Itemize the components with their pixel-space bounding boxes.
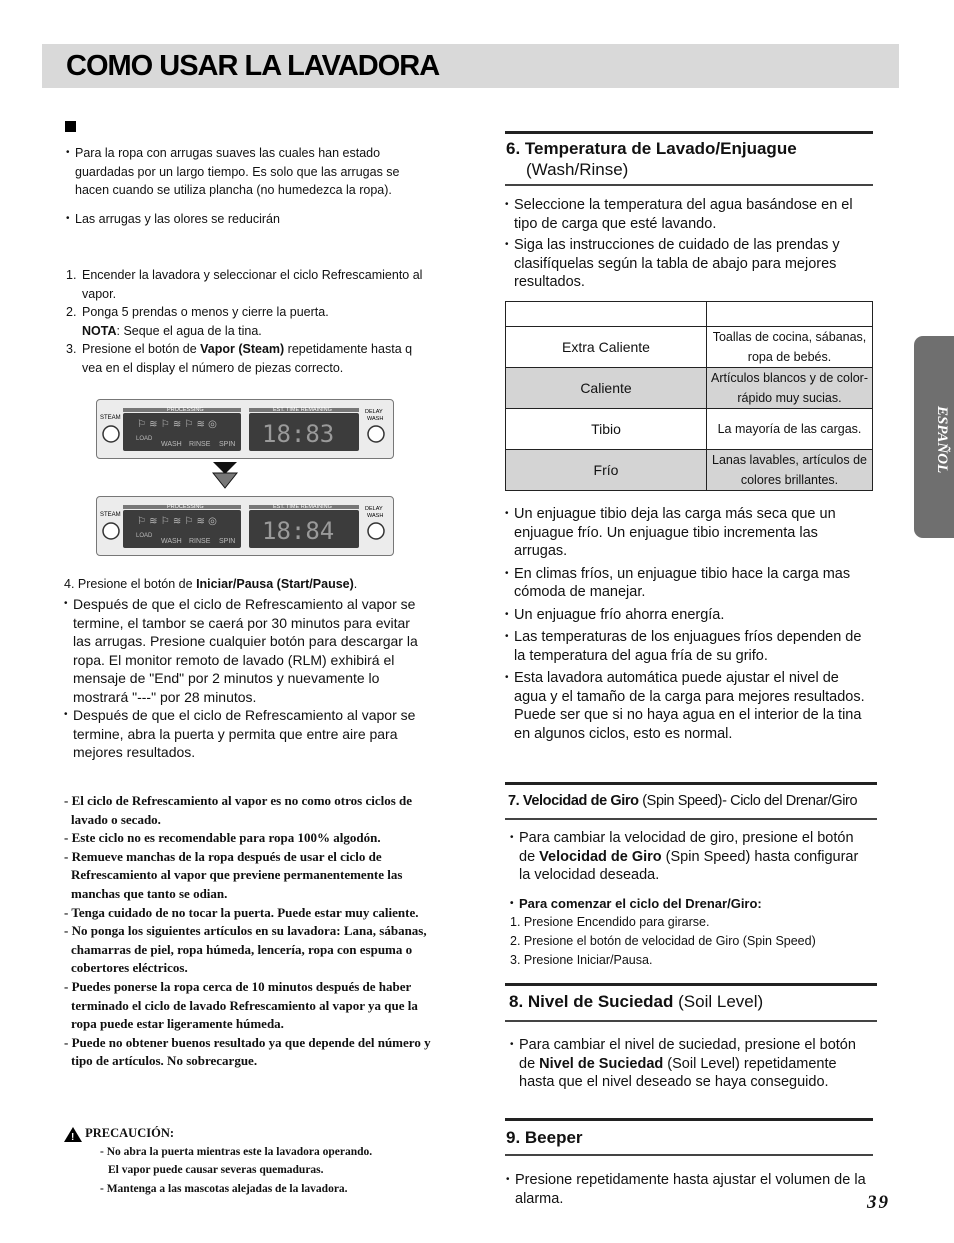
processing-label: PROCESSING bbox=[167, 407, 204, 413]
cycle-icons: ⚐ ≋ ⚐ ≋ ⚐ ≋ ◎ bbox=[137, 516, 217, 527]
table-header-row bbox=[506, 302, 873, 327]
sec9-bullet: • Presione repetidamente hasta ajustar el volumen de la alarma. bbox=[506, 1171, 868, 1208]
note-item: - Puedes ponerse la ropa cerca de 10 minutos después de haber terminado el ciclo de lavado Refrescamiento al vapor ya que la ropa puede estar ligeramente húmeda. bbox=[64, 978, 418, 1032]
section-7-body bbox=[510, 829, 872, 885]
section-7-title: 7. Velocidad de Giro (Spin Speed)- Ciclo del Drenar/Giro bbox=[508, 793, 858, 809]
section-rule bbox=[505, 1154, 873, 1156]
steam-button-icon bbox=[103, 426, 119, 442]
sec7-step: 2. Presione el botón de velocidad de Giro (Spin Speed) bbox=[510, 934, 816, 948]
note-item: - Remueve manchas de la ropa después de usar el ciclo de Refrescamiento al vapor que previene permanentemente las manchas que tanto se odian. bbox=[64, 848, 403, 901]
control-panel-graphic bbox=[97, 400, 393, 458]
use-cell: Toallas de cocina, sábanas, ropa de bebés. bbox=[707, 327, 873, 368]
caution-line: El vapor puede causar severas quemaduras. bbox=[108, 1164, 324, 1176]
page-number: 39 bbox=[867, 1192, 890, 1213]
delay-wash-button-icon bbox=[368, 426, 384, 442]
note-item: - Este ciclo no es recomendable para ropa 100% algodón. bbox=[64, 830, 381, 846]
time-readout: 18:84 bbox=[262, 517, 335, 545]
step-item: 1. Encender la lavadora y seleccionar el ciclo Refrescamiento al vapor. bbox=[66, 268, 423, 301]
nota-label: NOTA bbox=[82, 323, 117, 338]
intro-bullet: • Las arrugas y las olores se reducirán bbox=[66, 210, 411, 229]
step-item: 3. Presione el botón de Vapor (Steam) repetidamente hasta q vea en el display el número de piezas correcto. bbox=[66, 342, 413, 375]
wash-label: WASH bbox=[161, 441, 182, 448]
delay-label: DELAY bbox=[365, 506, 383, 512]
temp-cell: Caliente bbox=[506, 368, 707, 409]
section-rule bbox=[505, 818, 877, 820]
table-row bbox=[506, 368, 873, 409]
step4: 4. Presione el botón de Iniciar/Pausa (Start/Pause). bbox=[64, 577, 358, 591]
temp-cell: Tibio bbox=[506, 409, 707, 450]
sec6-bullet: • Seleccione la temperatura del agua basándose en el tipo de carga que esté lavando. bbox=[505, 196, 873, 233]
page-title: COMO USAR LA LAVADORA bbox=[66, 50, 440, 82]
processing-label: PROCESSING bbox=[167, 504, 204, 510]
use-cell: Artículos blancos y de color-rápido muy sucias. bbox=[707, 368, 873, 409]
control-panel-display bbox=[96, 399, 394, 459]
control-panel-graphic bbox=[97, 497, 393, 555]
down-arrow-icon bbox=[212, 461, 238, 494]
load-label: LOAD bbox=[136, 436, 153, 442]
caution-line: - No abra la puerta mientras este la lavadora operando. bbox=[100, 1145, 373, 1158]
steam-label: STEAM bbox=[100, 415, 121, 421]
rinse-label: RINSE bbox=[189, 538, 211, 545]
sec6-bullet: • Las temperaturas de los enjuagues fríos dependen de la temperatura del agua fría de su grifo. bbox=[505, 628, 873, 665]
sec6-bullet: • Siga las instrucciones de cuidado de las prendas y clasifíquelas según la tabla de abajo para mejores resultados. bbox=[505, 236, 873, 292]
warning-triangle-icon: ! bbox=[64, 1127, 82, 1142]
sec7-step: 1. Presione Encendido para girarse. bbox=[510, 915, 710, 929]
sec6-bullet: • Esta lavadora automática puede ajustar el nivel de agua y el tamaño de la carga para mejores resultados. Puede ser que si no haya agua en el interior de la tina en algunos ciclos, esto es normal. bbox=[505, 669, 873, 743]
caution-block bbox=[64, 1124, 424, 1198]
time-remaining-label: EST. TIME REMAINING bbox=[273, 504, 332, 510]
temp-cell: Frío bbox=[506, 450, 707, 491]
sec6-bullet: • En climas fríos, un enjuague tibio hace la carga mas cómoda de manejar. bbox=[505, 565, 873, 602]
step4-bullets bbox=[64, 595, 430, 762]
intro-bullets bbox=[66, 144, 411, 228]
section-rule bbox=[505, 1020, 877, 1022]
steps-list bbox=[66, 266, 428, 377]
caution-title: PRECAUCIÓN: bbox=[85, 1126, 175, 1140]
spin-label: SPIN bbox=[219, 538, 236, 545]
note-item: - No ponga los siguientes artículos en su lavadora: Lana, sábanas, chamarras de piel, ropa húmeda, lencería, ropa con espuma o cobertores eléctricos. bbox=[64, 923, 427, 976]
delay-label: DELAY bbox=[365, 409, 383, 415]
step4-bullet: • Después de que el ciclo de Refrescamiento al vapor se termine, el tambor se caerá por 30 minutos para evitar las arrugas. Presione cualquier botón para descargar la ropa. El monitor remoto de lavado (RLM) exhibirá el mensaje de "End" por 2 minutos y nuevamente lo mostrará "---" por 28 minutos. bbox=[64, 595, 430, 706]
section-rule bbox=[505, 983, 877, 986]
language-tab-label: ESPAÑOL bbox=[934, 406, 950, 474]
section-rule bbox=[505, 131, 873, 134]
caution-line: - Mantenga a las mascotas alejadas de la lavadora. bbox=[100, 1182, 348, 1195]
rinse-label: RINSE bbox=[189, 441, 211, 448]
table-row bbox=[506, 409, 873, 450]
section-8-title: 8. Nivel de Suciedad (Soil Level) bbox=[509, 992, 764, 1011]
spin-label: SPIN bbox=[219, 441, 236, 448]
wash-label-side: WASH bbox=[367, 513, 384, 519]
control-panel-display bbox=[96, 496, 394, 556]
section-rule bbox=[505, 782, 877, 785]
table-row bbox=[506, 450, 873, 491]
sec6-bullet: • Un enjuague frío ahorra energía. bbox=[505, 606, 873, 625]
sec6-bullet: • Un enjuague tibio deja las carga más seca que un enjuague frío. Un enjuague tibio incrementa las arrugas. bbox=[505, 505, 873, 561]
sec7-subtitle: • Para comenzar el ciclo del Drenar/Giro: bbox=[510, 894, 872, 913]
temp-cell: Extra Caliente bbox=[506, 327, 707, 368]
section-6-bullets bbox=[505, 196, 873, 292]
notes-list bbox=[64, 792, 434, 1071]
section-9-title: 9. Beeper bbox=[506, 1128, 583, 1147]
time-remaining-label: EST. TIME REMAINING bbox=[273, 407, 332, 413]
section-rule bbox=[505, 184, 873, 186]
section-9-body bbox=[506, 1171, 868, 1208]
sec7-bullet: • Para cambiar la velocidad de giro, presione el botón de Velocidad de Giro (Spin Speed) hasta configurar la velocidad deseada. bbox=[510, 829, 872, 885]
table-row bbox=[506, 327, 873, 368]
steam-button-icon bbox=[103, 523, 119, 539]
section-8-body bbox=[510, 1036, 872, 1092]
intro-bullet: • Para la ropa con arrugas suaves las cuales han estado guardadas por un largo tiempo. Es solo que las arrugas se hacen cuando se utiliza plancha (no humedezca la ropa). bbox=[66, 144, 411, 200]
step-item: 2. Ponga 5 prendas o menos y cierre la puerta. NOTA: Seque el agua de la tina. bbox=[66, 305, 329, 338]
load-label: LOAD bbox=[136, 533, 153, 539]
time-readout: 18:83 bbox=[262, 420, 335, 448]
steam-label: STEAM bbox=[100, 512, 121, 518]
sec7-step: 3. Presione Iniciar/Pausa. bbox=[510, 953, 653, 967]
wash-label-side: WASH bbox=[367, 416, 384, 422]
section-rule bbox=[505, 1118, 873, 1121]
delay-wash-button-icon bbox=[368, 523, 384, 539]
section-7-sub bbox=[510, 894, 872, 970]
temperature-table bbox=[505, 301, 873, 491]
wash-label: WASH bbox=[161, 538, 182, 545]
use-cell: Lanas lavables, artículos de colores brillantes. bbox=[707, 450, 873, 491]
cycle-icons: ⚐ ≋ ⚐ ≋ ⚐ ≋ ◎ bbox=[137, 419, 217, 430]
section-6-title: 6. Temperatura de Lavado/Enjuague (Wash/Rinse) bbox=[506, 139, 797, 179]
use-cell: La mayoría de las cargas. bbox=[707, 409, 873, 450]
note-item: - El ciclo de Refrescamiento al vapor es no como otros ciclos de lavado o secado. bbox=[64, 793, 413, 827]
step4-bullet: • Después de que el ciclo de Refrescamiento al vapor se termine, abra la puerta y permita que entre aire para mejores resultados. bbox=[64, 706, 430, 762]
section-marker-square bbox=[65, 121, 76, 132]
note-item: - Puede no obtener buenos resultado ya que depende del número y tipo de artículos. No sobrecargue. bbox=[64, 1034, 431, 1069]
note-item: - Tenga cuidado de no tocar la puerta. Puede estar muy caliente. bbox=[64, 904, 419, 920]
sec8-bullet: • Para cambiar el nivel de suciedad, presione el botón de Nivel de Suciedad (Soil Level) repetidamente hasta que el nivel deseado se haya conseguido. bbox=[510, 1036, 872, 1092]
section-6-bullets-after bbox=[505, 505, 873, 743]
